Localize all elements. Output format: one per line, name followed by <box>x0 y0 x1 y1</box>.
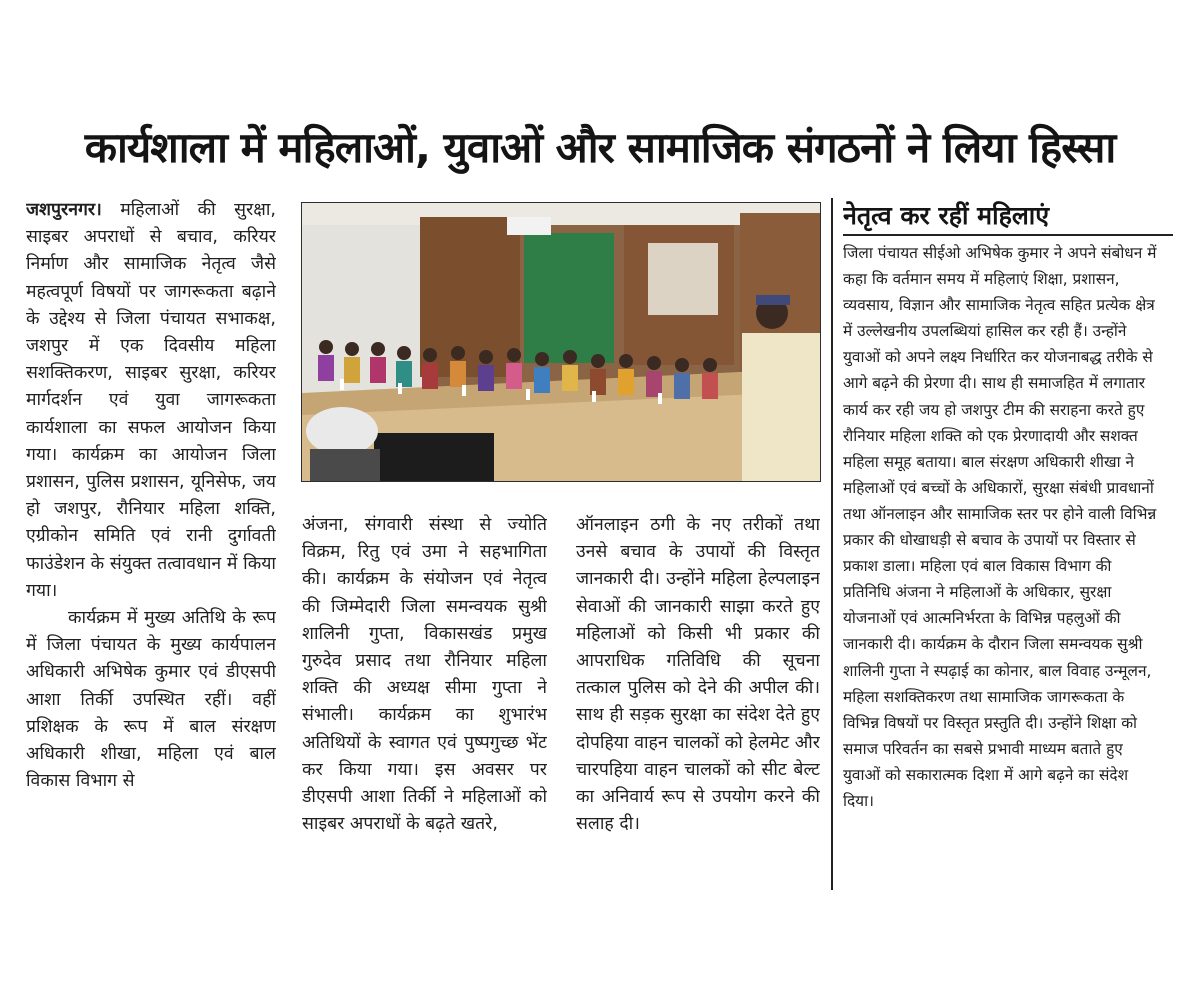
article-column-3 <box>576 512 820 897</box>
column-divider <box>831 198 833 890</box>
sidebar-text: जिला पंचायत सीईओ अभिषेक कुमार ने अपने संबोधन में कहा कि वर्तमान समय में महिलाएं शिक्षा, प्रशासन, व्यवसाय, विज्ञान और सामाजिक नेतृत्व सहित प्रत्येक क्षेत्र में उल्लेखनीय उपलब्धियां हासिल कर रही हैं। उन्होंने युवाओं को अपने लक्ष्य निर्धारित कर योजनाबद्ध तरीके से आगे बढ़ने की प्रेरणा दी। साथ ही समाजहित में लगातार कार्य कर रही जय हो जशपुर टीम की सराहना करते हुए रौनियार महिला शक्ति को एक प्रेरणादायी और सशक्त महिला समूह बताया। बाल संरक्षण अधिकारी शीखा ने महिलाओं एवं बच्चों के अधिकारों, सुरक्षा संबंधी प्रावधानों तथा ऑनलाइन और सामाजिक स्तर पर होने वाली विभिन्न प्रकार की धोखाधड़ी से बचाव के उपायों पर विस्तार से प्रकाश डाला। महिला एवं बाल विकास विभाग की प्रतिनिधि अंजना ने महिलाओं के अधिकार, सुरक्षा योजनाओं एवं आत्मनिर्भरता के विभिन्न पहलुओं की जानकारी दी। कार्यक्रम के दौरान जिला समन्वयक सुश्री शालिनी गुप्ता ने स्पढ़ाई का कोनार, बाल विवाह उन्मूलन, महिला सशक्तिकरण तथा सामाजिक जागरूकता के विभिन्न विषयों पर विस्तृत प्रस्तुति दी। उन्होंने शिक्षा को समाज परिवर्तन का सबसे प्रभावी माध्यम बताते हुए युवाओं को सकारात्मक दिशा में आगे बढ़ने का संदेश दिया। <box>843 244 1157 810</box>
sidebar-heading: नेतृत्व कर रहीं महिलाएं <box>843 198 1173 236</box>
paragraph-1 <box>26 197 276 605</box>
event-photo-illustration <box>302 203 821 482</box>
paragraph-1-text: महिलाओं की सुरक्षा, साइबर अपराधों से बचाव, करियर निर्माण और सामाजिक नेतृत्व जैसे महत्वपूर्ण विषयों पर जागरूकता बढ़ाने के उद्देश्य से जिला पंचायत सभाकक्ष, जशपुर में एक दिवसीय महिला सशक्तिकरण, साइबर सुरक्षा, करियर मार्गदर्शन एवं युवा जागरूकता कार्यशाला का सफल आयोजन किया गया। कार्यक्रम का आयोजन जिला प्रशासन, पुलिस प्रशासन, यूनिसेफ, जय हो जशपुर, रौनियार महिला शक्ति, एग्रीकोन समिति एवं रानी दुर्गावती फाउंडेशन के संयुक्त तत्वावधान में किया गया। <box>26 200 276 601</box>
column-2-text: अंजना, संगवारी संस्था से ज्योति विक्रम, रितु एवं उमा ने सहभागिता की। कार्यक्रम के संयोजन एवं नेतृत्व की जिम्मेदारी जिला समन्वयक सुश्री शालिनी गुप्ता, विकासखंड प्रमुख गुरुदेव प्रसाद तथा रौनियार महिला शक्ति की अध्यक्ष सीमा गुप्ता ने संभाली। कार्यक्रम का शुभारंभ अतिथियों के स्वागत एवं पुष्पगुच्छ भेंट कर किया गया। इस अवसर पर डीएसपी आशा तिर्की ने महिलाओं को साइबर अपराधों के बढ़ते खतरे, <box>302 515 547 835</box>
headline: कार्यशाला में महिलाओं, युवाओं और सामाजिक संगठनों ने लिया हिस्सा <box>84 123 1116 172</box>
column-3-text: ऑनलाइन ठगी के नए तरीकों तथा उनसे बचाव के उपायों की विस्तृत जानकारी दी। उन्होंने महिला हेल्पलाइन सेवाओं की जानकारी साझा करते हुए महिलाओं को किसी भी प्रकार की आपराधिक गतिविधि की सूचना तत्काल पुलिस को देने की अपील की। साथ ही सड़क सुरक्षा का संदेश देते हुए दोपहिया वाहन चालकों को हेलमेट और चारपहिया वाहन चालकों को सीट बेल्ट का अनिवार्य रूप से उपयोग करने की सलाह दी। <box>576 515 820 835</box>
paragraph-2: कार्यक्रम में मुख्य अतिथि के रूप में जिला पंचायत के मुख्य कार्यपालन अधिकारी अभिषेक कुमार एवं डीएसपी आशा तिर्की उपस्थित रहीं। वहीं प्रशिक्षक के रूप में बाल संरक्षण अधिकारी शीखा, महिला एवं बाल विकास विभाग से <box>26 608 276 792</box>
event-photo <box>301 202 821 482</box>
dateline: जशपुरनगर। <box>26 200 102 220</box>
article-column-2 <box>302 512 547 897</box>
article-column-1 <box>26 197 276 897</box>
